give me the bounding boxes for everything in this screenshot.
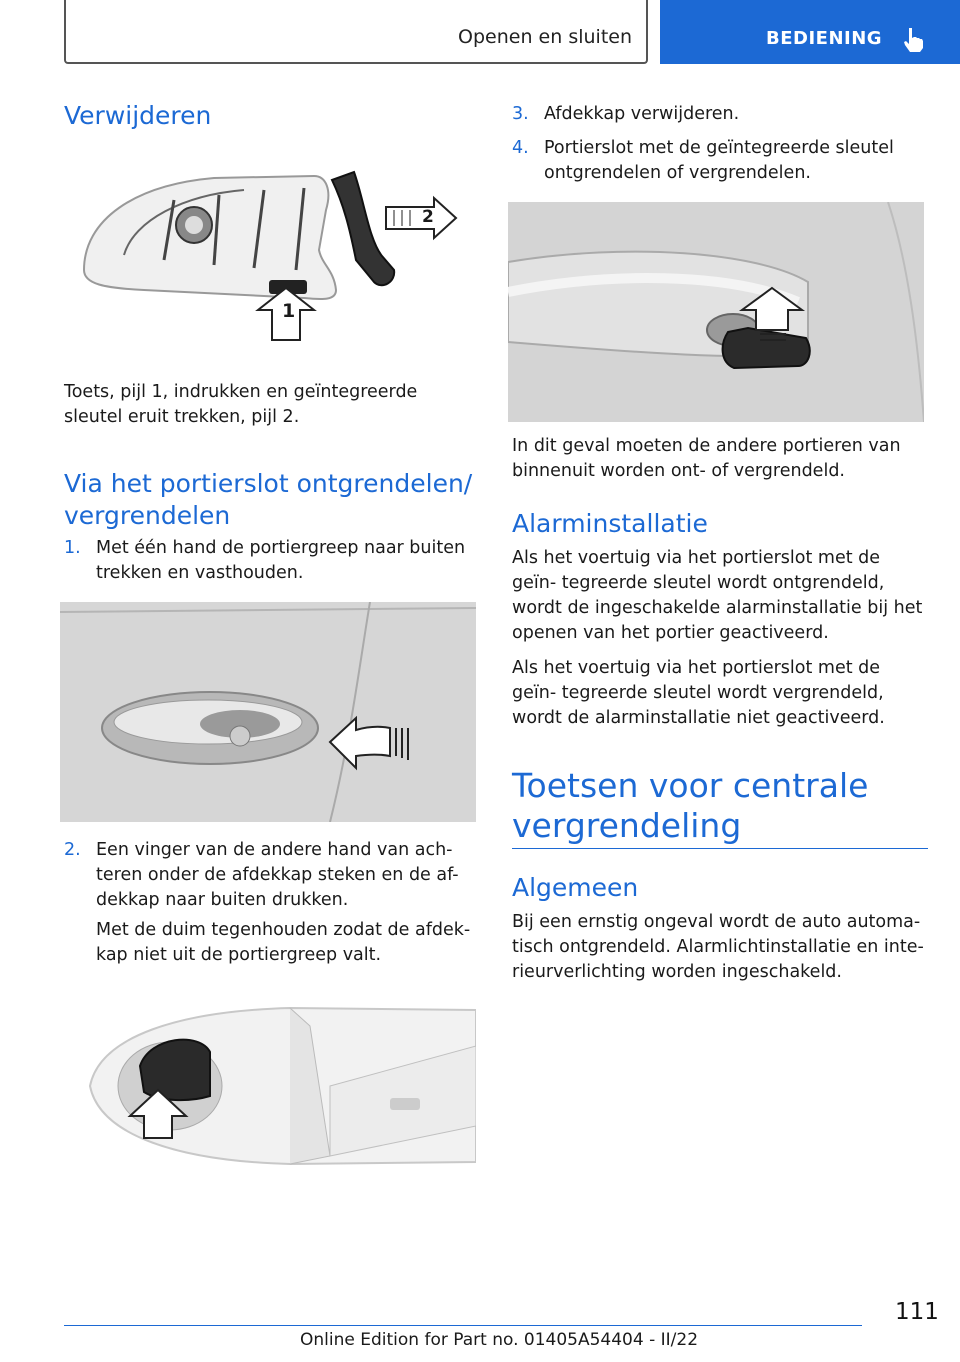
section-rule [512, 848, 928, 849]
step-text: Afdekkap verwijderen. [544, 104, 740, 124]
figure-door-lock-key [508, 202, 924, 422]
heading-remove: Verwijderen [64, 101, 212, 130]
paragraph-step-2-extra: Met de duim tegenhouden zodat de afdek- kap niet uit de portiergreep valt. [96, 920, 471, 965]
list-item-step-2 [64, 838, 480, 918]
figure-door-handle [60, 602, 476, 822]
paragraph-alarm-1: Als het voertuig via het portierslot met de geïn- tegreerde sleutel wordt ontgrendeld, wordt de ingeschakelde alarminstallatie bij het openen van het portier geactiveerd. [512, 548, 923, 643]
heading-central-locking: Toetsen voor centrale vergrendeling [512, 766, 869, 845]
header-chapter-title: BEDIENING [766, 28, 883, 49]
list-item-step-1 [64, 536, 480, 588]
paragraph-other-doors: In dit geval moeten de andere portieren van binnenuit worden ont- of vergrendeld. [512, 436, 901, 481]
paragraph-general: Bij een ernstig ongeval wordt de auto automa- tisch ontgrendeld. Alarmlichtinstallatie en inte- rieurverlichting worden ingeschakeld. [512, 912, 924, 982]
heading-door-lock: Via het portierslot ontgrendelen/ vergrendelen [64, 469, 473, 530]
header-section-box [64, 0, 648, 64]
list-item-step-4 [512, 136, 928, 188]
step-number: 3. [512, 104, 529, 124]
step-number: 2. [64, 840, 81, 860]
step-number: 1. [64, 538, 81, 558]
step-text: Met één hand de portiergreep naar buiten trekken en vasthouden. [96, 538, 466, 583]
footer-edition: Online Edition for Part no. 01405A54404 - II/22 [300, 1330, 699, 1350]
header-chapter-tab [660, 0, 960, 64]
figure-label-2: 2 [422, 207, 434, 227]
page-number: 111 [895, 1299, 939, 1325]
list-item-step-3 [512, 102, 928, 128]
header-section-title: Openen en sluiten [458, 26, 632, 48]
paragraph-remove: Toets, pijl 1, indrukken en geïntegreerde sleutel eruit trekken, pijl 2. [64, 382, 418, 427]
heading-general: Algemeen [512, 873, 639, 902]
step-text: Een vinger van de andere hand van ach- teren onder de afdekkap steken en de af- dekkap naar buiten drukken. [96, 840, 459, 910]
step-text: Portierslot met de geïntegreerde sleutel ontgrendelen of vergrendelen. [544, 138, 894, 183]
figure-key-removal [64, 160, 476, 360]
paragraph-alarm-2: Als het voertuig via het portierslot met de geïn- tegreerde sleutel wordt vergrendeld, wordt de alarminstallatie niet geactiveerd. [512, 658, 885, 728]
pointing-hand-icon [900, 26, 926, 54]
figure-label-1: 1 [282, 300, 296, 322]
heading-alarm: Alarminstallatie [512, 509, 708, 538]
figure-cover-removal [60, 1006, 476, 1166]
footer-rule [64, 1325, 862, 1326]
step-number: 4. [512, 138, 529, 158]
